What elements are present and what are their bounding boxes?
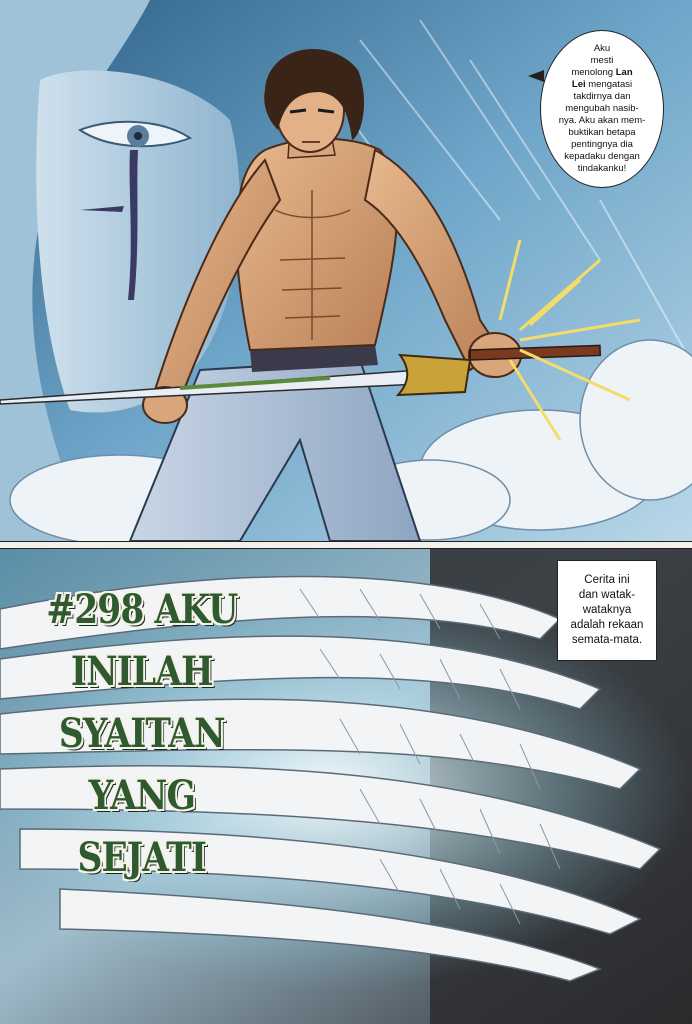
speech-bubble-tail <box>528 70 544 82</box>
bubble-line <box>571 67 632 79</box>
bubble-line: mengubah nasib- <box>565 103 639 114</box>
caption-line: Cerita ini <box>584 574 630 586</box>
bottom-panel <box>0 549 692 1024</box>
chapter-title <box>30 579 254 889</box>
bubble-line: tindakanku! <box>577 163 627 174</box>
chapter-title-line: SYAITAN <box>58 710 225 757</box>
chapter-title-line: #298 AKU <box>46 586 238 633</box>
disclaimer-caption <box>557 560 657 661</box>
bubble-line: mesti <box>590 55 614 66</box>
bubble-line: takdirnya dan <box>573 91 631 102</box>
chapter-title-line: SEJATI <box>77 834 207 881</box>
bubble-text: mengatasi <box>585 79 633 90</box>
bubble-line: nya. Aku akan mem- <box>558 115 646 126</box>
bubble-line: kepadaku dengan <box>564 151 640 162</box>
caption-line: adalah rekaan <box>570 619 644 631</box>
caption-line: semata-mata. <box>571 634 643 646</box>
caption-line: wataknya <box>582 604 632 616</box>
character-name: Lan <box>615 67 633 78</box>
bubble-line <box>572 79 632 91</box>
chapter-title-line: YANG <box>88 772 196 819</box>
chapter-title-line: INILAH <box>70 648 213 695</box>
bubble-line: pentingnya dia <box>571 139 633 150</box>
bubble-line: Aku <box>593 43 611 54</box>
speech-bubble <box>540 30 664 188</box>
character-name: Lei <box>571 79 586 90</box>
bubble-text: menolong <box>571 67 616 78</box>
caption-line: dan watak- <box>578 589 636 601</box>
bubble-line: buktikan betapa <box>568 127 636 138</box>
